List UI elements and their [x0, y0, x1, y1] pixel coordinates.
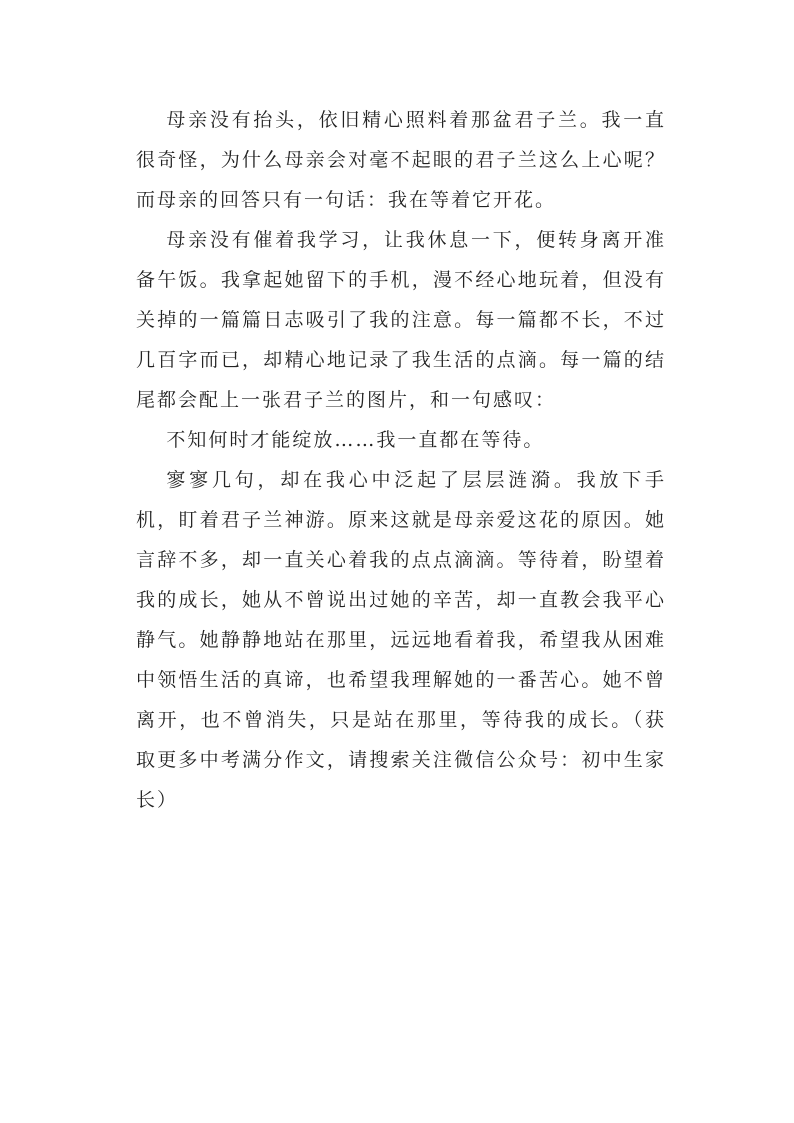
- paragraph-2: 母亲没有催着我学习，让我休息一下，便转身离开准备午饭。我拿起她留下的手机，漫不经心地玩着，但没有关掉的一篇篇日志吸引了我的注意。每一篇都不长，不过几百字而已，却精心地记录了我生活的点滴。每一篇的结尾都会配上一张君子兰的图片，和一句感叹：: [136, 229, 666, 411]
- paragraph-quote: 不知何时才能绽放……我一直都在等待。: [166, 429, 545, 451]
- paragraph-1: 母亲没有抬头，依旧精心照料着那盆君子兰。我一直很奇怪，为什么母亲会对毫不起眼的君子兰这么上心呢？而母亲的回答只有一句话：我在等着它开花。: [136, 109, 666, 211]
- essay-body: [136, 100, 666, 820]
- paragraph-4: 寥寥几句，却在我心中泛起了层层涟漪。我放下手机，盯着君子兰神游。原来这就是母亲爱这花的原因。她言辞不多，却一直关心着我的点点滴滴。等待着，盼望着我的成长，她从不曾说出过她的辛苦，却一直教会我平心静气。她静静地站在那里，远远地看着我，希望我从困难中领悟生活的真谛，也希望我理解她的一番苦心。她不曾离开，也不曾消失，只是站在那里，等待我的成长。（获取更多中考满分作文，请搜索关注微信公众号：初中生家长）: [136, 469, 666, 811]
